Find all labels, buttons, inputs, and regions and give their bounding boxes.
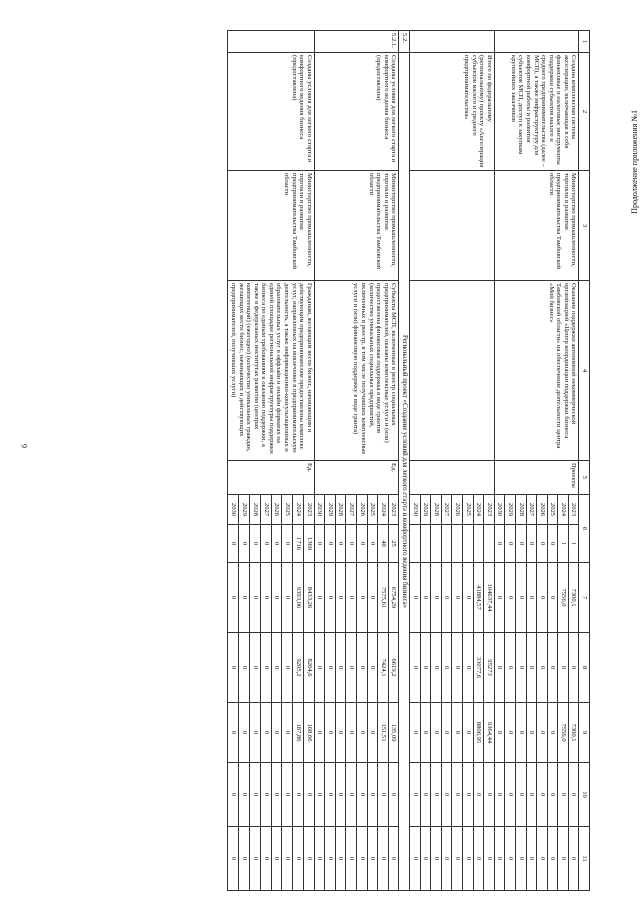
- year-cell: 0: [282, 827, 293, 891]
- cell-col2: Созданы условия для легкого старта и комфортного ведения бизнеса (предоставлена): [314, 53, 399, 171]
- col-header: 4: [579, 281, 590, 461]
- year-cell: 0: [441, 827, 452, 891]
- year-cell: 2027: [441, 495, 452, 525]
- year-cell: 0: [526, 563, 537, 633]
- year-cell: 0: [346, 633, 357, 703]
- year-cell: 0: [260, 563, 271, 633]
- year-cell: 1369: [303, 525, 314, 563]
- table-row: [388, 31, 399, 891]
- year-cell: 0: [484, 827, 495, 891]
- year-cell: 0: [335, 633, 346, 703]
- year-cell: 0: [239, 703, 250, 763]
- section-title: Региональный проект «Создание условий для легкого старта и комфортного ведения бизнеса»: [399, 53, 410, 891]
- table-row: [484, 31, 495, 891]
- year-cell: 2023: [303, 495, 314, 525]
- year-cell: 2024: [293, 495, 304, 525]
- year-cell: 0: [367, 827, 378, 891]
- year-cell: [441, 525, 452, 563]
- year-cell: 0: [547, 525, 558, 563]
- year-cell: 0: [378, 827, 389, 891]
- year-cell: 0: [494, 525, 505, 563]
- col-header: 11: [579, 827, 590, 891]
- cell-col1: [494, 31, 579, 53]
- year-cell: 0: [494, 703, 505, 763]
- year-cell: 9205,2: [293, 633, 304, 703]
- cell-col2: Создана комплексная система акселерации, включающая в себя финансовые и налоговые инструменты поддержки субъектов малого и среднего предпринимательства (далее – МСП), а также инфраструктуру для комфортной работы и развития субъектов МСП, доступ к закупкам крупнейших заказчиков: [494, 53, 579, 171]
- year-cell: 2029: [325, 495, 336, 525]
- year-cell: 0: [452, 563, 463, 633]
- year-cell: 2030: [228, 495, 239, 525]
- year-cell: 7300,1: [568, 703, 579, 763]
- year-cell: 0: [314, 525, 325, 563]
- year-cell: 0: [388, 763, 399, 827]
- table-row: [303, 31, 314, 891]
- year-cell: 2030: [314, 495, 325, 525]
- year-cell: 0: [463, 827, 474, 891]
- year-cell: 0: [420, 827, 431, 891]
- year-cell: 0: [239, 763, 250, 827]
- year-cell: 1: [568, 525, 579, 563]
- year-cell: 6754,29: [388, 563, 399, 633]
- year-cell: 0: [568, 827, 579, 891]
- year-cell: [463, 525, 474, 563]
- section-number: 5.2.: [399, 31, 410, 53]
- year-cell: 0: [325, 563, 336, 633]
- year-cell: 2030: [410, 495, 421, 525]
- year-cell: 0: [228, 827, 239, 891]
- year-cell: 2026: [452, 495, 463, 525]
- year-cell: 0: [271, 703, 282, 763]
- year-cell: 7556,0: [558, 703, 569, 763]
- year-cell: 0: [431, 827, 442, 891]
- year-cell: 1: [558, 525, 569, 563]
- section-row: [399, 31, 410, 891]
- year-cell: 0: [367, 633, 378, 703]
- year-cell: 0: [314, 563, 325, 633]
- year-cell: 0: [558, 827, 569, 891]
- year-cell: 9364,44: [484, 703, 495, 763]
- year-cell: 0: [505, 763, 516, 827]
- year-cell: 2024: [558, 495, 569, 525]
- year-cell: [484, 525, 495, 563]
- cell-col5: Ед.: [228, 461, 314, 495]
- year-cell: 0: [346, 525, 357, 563]
- col-header: 6: [579, 495, 590, 563]
- year-cell: 0: [388, 827, 399, 891]
- year-cell: 0: [452, 703, 463, 763]
- year-cell: 0: [346, 563, 357, 633]
- cell-col1: [410, 31, 495, 53]
- year-cell: 0: [526, 763, 537, 827]
- year-cell: 0: [357, 563, 368, 633]
- year-cell: 0: [558, 763, 569, 827]
- year-cell: 0: [250, 525, 261, 563]
- cell-col3: [410, 171, 495, 281]
- year-cell: 0: [473, 763, 484, 827]
- year-cell: 0: [463, 703, 474, 763]
- year-cell: 0: [441, 763, 452, 827]
- year-cell: 2028: [515, 495, 526, 525]
- cell-col4: [410, 281, 495, 461]
- year-cell: 1716: [293, 525, 304, 563]
- year-cell: 0: [463, 633, 474, 703]
- year-cell: 0: [314, 763, 325, 827]
- col-header: 3: [579, 171, 590, 281]
- year-cell: 0: [367, 563, 378, 633]
- year-cell: 0: [303, 763, 314, 827]
- col-header: 8: [579, 633, 590, 703]
- year-cell: 95273: [484, 633, 495, 703]
- year-cell: 0: [441, 703, 452, 763]
- year-cell: 0: [410, 703, 421, 763]
- year-cell: 2026: [271, 495, 282, 525]
- year-cell: 7556,0: [558, 563, 569, 633]
- year-cell: 0: [325, 633, 336, 703]
- year-cell: 2025: [282, 495, 293, 525]
- year-cell: 2027: [346, 495, 357, 525]
- year-cell: 0: [346, 763, 357, 827]
- year-cell: 0: [314, 703, 325, 763]
- year-cell: 0: [505, 633, 516, 703]
- year-cell: 0: [303, 827, 314, 891]
- year-cell: [431, 525, 442, 563]
- year-cell: 7300,1: [568, 563, 579, 633]
- year-cell: 0: [505, 563, 516, 633]
- year-cell: 0: [568, 763, 579, 827]
- year-cell: 0: [431, 633, 442, 703]
- cell-col4: Гражданам, желающим вести бизнес, начинающим и действующим предпринимателям предоставлены комплекс услуг, направленных на вовлечение в предпринимательскую деятельность, а также информационно-консультационных и образовательных услуг в оффлайн и онлайн форматах на единой площадке региональной инфраструктуры поддержки бизнеса по единым требованиям к оказанию поддержки, а также в федеральных институтах развития (центрах компетенций) (ежегодно) (количество уникальных граждан, желающих вести бизнес, начинающих и действующих предпринимателей, получивших услуги): [228, 281, 314, 461]
- year-cell: 168,66: [303, 703, 314, 763]
- year-cell: 0: [494, 763, 505, 827]
- year-cell: 0: [325, 827, 336, 891]
- year-cell: 0: [537, 703, 548, 763]
- header-row: [579, 31, 590, 891]
- year-cell: 0: [260, 763, 271, 827]
- year-cell: 0: [367, 703, 378, 763]
- year-cell: 0: [558, 633, 569, 703]
- year-cell: 0: [239, 563, 250, 633]
- year-cell: 0: [484, 763, 495, 827]
- year-cell: 0: [537, 563, 548, 633]
- year-cell: 0: [431, 703, 442, 763]
- year-cell: [473, 525, 484, 563]
- year-cell: 0: [314, 827, 325, 891]
- year-cell: 0: [526, 633, 537, 703]
- year-cell: 0: [537, 827, 548, 891]
- year-cell: 2024: [473, 495, 484, 525]
- year-cell: 0: [357, 633, 368, 703]
- cell-col3: Министерство промышленности, торговли и развития предпринимательства Тамбовской области: [494, 171, 579, 281]
- col-header: 9: [579, 703, 590, 763]
- year-cell: 2023: [568, 495, 579, 525]
- col-header: 1: [579, 31, 590, 53]
- year-cell: 8264,6: [303, 633, 314, 703]
- year-cell: 0: [314, 633, 325, 703]
- year-cell: 0: [505, 703, 516, 763]
- year-cell: 0: [335, 563, 346, 633]
- year-cell: 0: [271, 525, 282, 563]
- table-row: [568, 31, 579, 891]
- year-cell: 0: [293, 827, 304, 891]
- year-cell: 0: [282, 525, 293, 563]
- year-cell: [410, 525, 421, 563]
- year-cell: 0: [494, 827, 505, 891]
- year-cell: 0: [515, 827, 526, 891]
- year-cell: 0: [452, 827, 463, 891]
- year-cell: 2025: [547, 495, 558, 525]
- year-cell: 0: [505, 827, 516, 891]
- year-cell: 0: [367, 525, 378, 563]
- year-cell: 0: [410, 763, 421, 827]
- col-header: 7: [579, 563, 590, 633]
- page-number: 6: [20, 444, 29, 448]
- year-cell: 0: [357, 827, 368, 891]
- year-cell: 0: [325, 763, 336, 827]
- year-cell: 40: [378, 525, 389, 563]
- year-cell: 0: [357, 763, 368, 827]
- year-cell: 0: [293, 763, 304, 827]
- cell-col1: 5.2.1.: [314, 31, 399, 53]
- year-cell: 0: [547, 703, 558, 763]
- year-cell: 0: [228, 525, 239, 563]
- year-cell: 0: [260, 703, 271, 763]
- year-cell: 0: [420, 703, 431, 763]
- year-cell: 0: [452, 763, 463, 827]
- year-cell: 0: [260, 827, 271, 891]
- year-cell: 0: [515, 633, 526, 703]
- year-cell: 0: [452, 633, 463, 703]
- year-cell: 0: [547, 827, 558, 891]
- year-cell: 0: [335, 703, 346, 763]
- year-cell: 0: [357, 525, 368, 563]
- year-cell: 0: [239, 827, 250, 891]
- year-cell: 0: [463, 763, 474, 827]
- year-cell: 2030: [494, 495, 505, 525]
- year-cell: 151,51: [378, 703, 389, 763]
- year-cell: 0: [410, 633, 421, 703]
- year-cell: 0: [346, 827, 357, 891]
- year-cell: 2027: [526, 495, 537, 525]
- year-cell: 0: [228, 763, 239, 827]
- year-cell: 0: [335, 763, 346, 827]
- year-cell: 0: [494, 633, 505, 703]
- year-cell: 0: [420, 763, 431, 827]
- year-cell: 0: [441, 563, 452, 633]
- year-cell: 0: [515, 703, 526, 763]
- year-cell: 0: [420, 563, 431, 633]
- year-cell: 0: [537, 763, 548, 827]
- year-cell: 8806,95: [473, 703, 484, 763]
- year-cell: 2028: [335, 495, 346, 525]
- year-cell: 0: [282, 633, 293, 703]
- year-cell: 0: [250, 763, 261, 827]
- year-cell: 2026: [357, 495, 368, 525]
- year-cell: 0: [441, 633, 452, 703]
- year-cell: 2029: [420, 495, 431, 525]
- year-cell: 25: [388, 525, 399, 563]
- year-cell: 0: [547, 633, 558, 703]
- year-cell: 0: [250, 703, 261, 763]
- year-cell: 0: [505, 525, 516, 563]
- year-cell: 2024: [378, 495, 389, 525]
- cell-col2: Итого по федеральному (региональному) проекту «Акселерация субъектов малого и среднего предпринимательства»: [410, 53, 495, 171]
- year-cell: 0: [271, 827, 282, 891]
- col-header: 2: [579, 53, 590, 171]
- year-cell: 0: [228, 633, 239, 703]
- year-cell: 2027: [260, 495, 271, 525]
- year-cell: 9393,06: [293, 563, 304, 633]
- cell-col5: [410, 461, 495, 495]
- cell-col4: Оказание поддержки автономной некоммерческой организацией «Центр координации поддержки бизнеса Тамбовской области» на обеспечение деятельности центра «Мой бизнес»: [494, 281, 579, 461]
- year-cell: [420, 525, 431, 563]
- year-cell: 0: [228, 703, 239, 763]
- year-cell: 0: [515, 763, 526, 827]
- year-cell: 0: [378, 763, 389, 827]
- year-cell: 0: [473, 827, 484, 891]
- year-cell: 0: [515, 563, 526, 633]
- year-cell: 0: [420, 633, 431, 703]
- year-cell: 0: [410, 563, 421, 633]
- year-cell: 0: [282, 763, 293, 827]
- year-cell: 0: [526, 703, 537, 763]
- year-cell: 0: [515, 525, 526, 563]
- year-cell: 0: [271, 633, 282, 703]
- year-cell: 2028: [250, 495, 261, 525]
- year-cell: 0: [537, 633, 548, 703]
- col-header: 10: [579, 763, 590, 827]
- year-cell: 0: [431, 763, 442, 827]
- appendix-label: Продолжение приложения №1: [630, 110, 639, 214]
- year-cell: 135,09: [388, 703, 399, 763]
- year-cell: 0: [494, 563, 505, 633]
- year-cell: 0: [410, 827, 421, 891]
- year-cell: 2023: [388, 495, 399, 525]
- cell-col3: Министерство промышленности, торговли и развития предпринимательства Тамбовской области: [314, 171, 399, 281]
- cell-col1: [228, 31, 314, 53]
- year-cell: 187,86: [293, 703, 304, 763]
- year-cell: 0: [271, 563, 282, 633]
- year-cell: 0: [250, 563, 261, 633]
- year-cell: 2028: [431, 495, 442, 525]
- year-cell: 0: [335, 827, 346, 891]
- year-cell: 0: [282, 703, 293, 763]
- year-cell: 0: [526, 827, 537, 891]
- year-cell: 8433,26: [303, 563, 314, 633]
- year-cell: 2026: [537, 495, 548, 525]
- year-cell: 0: [260, 525, 271, 563]
- year-cell: 0: [239, 525, 250, 563]
- col-header: 5: [579, 461, 590, 495]
- year-cell: 0: [335, 525, 346, 563]
- year-cell: 7424,1: [378, 633, 389, 703]
- year-cell: 0: [250, 633, 261, 703]
- rotated-sheet: [30, 30, 590, 890]
- year-cell: 0: [325, 703, 336, 763]
- year-cell: 2025: [367, 495, 378, 525]
- year-cell: 0: [357, 703, 368, 763]
- year-cell: 2029: [239, 495, 250, 525]
- year-cell: 0: [282, 563, 293, 633]
- year-cell: 0: [260, 633, 271, 703]
- year-cell: 7575,61: [378, 563, 389, 633]
- year-cell: 2025: [463, 495, 474, 525]
- year-cell: 2029: [505, 495, 516, 525]
- cell-col3: Министерство промышленности, торговли и развития предпринимательства Тамбовской области: [228, 171, 314, 281]
- year-cell: 33077,6: [473, 633, 484, 703]
- year-cell: 0: [346, 703, 357, 763]
- year-cell: 0: [547, 563, 558, 633]
- year-cell: 104637,44: [484, 563, 495, 633]
- year-cell: 2023: [484, 495, 495, 525]
- year-cell: 0: [228, 563, 239, 633]
- year-cell: 41884,57: [473, 563, 484, 633]
- cell-col2: Созданы условия для легкого старта и комфортного ведения бизнеса (предоставлена): [228, 53, 314, 171]
- year-cell: 0: [568, 633, 579, 703]
- year-cell: 0: [367, 763, 378, 827]
- year-cell: 0: [431, 563, 442, 633]
- year-cell: 0: [526, 525, 537, 563]
- year-cell: 0: [271, 763, 282, 827]
- year-cell: 6619,2: [388, 633, 399, 703]
- cell-col5: Проекты: [494, 461, 579, 495]
- year-cell: [452, 525, 463, 563]
- budget-table: [227, 30, 590, 891]
- year-cell: 0: [250, 827, 261, 891]
- year-cell: 0: [463, 563, 474, 633]
- year-cell: 0: [547, 763, 558, 827]
- cell-col4: Субъекты МСП, включенные в реестр социальных предпринимателей, оказаны комплексные услуги и (или) предоставлена финансовая поддержка в виде грантов (количество уникальных социальных предприятий, включенных в реестр, в том числе получивших комплексные услуги и (или) финансовую поддержку в виде гранта): [314, 281, 399, 461]
- year-cell: 0: [537, 525, 548, 563]
- year-cell: 0: [325, 525, 336, 563]
- year-cell: 0: [239, 633, 250, 703]
- cell-col5: Ед.: [314, 461, 399, 495]
